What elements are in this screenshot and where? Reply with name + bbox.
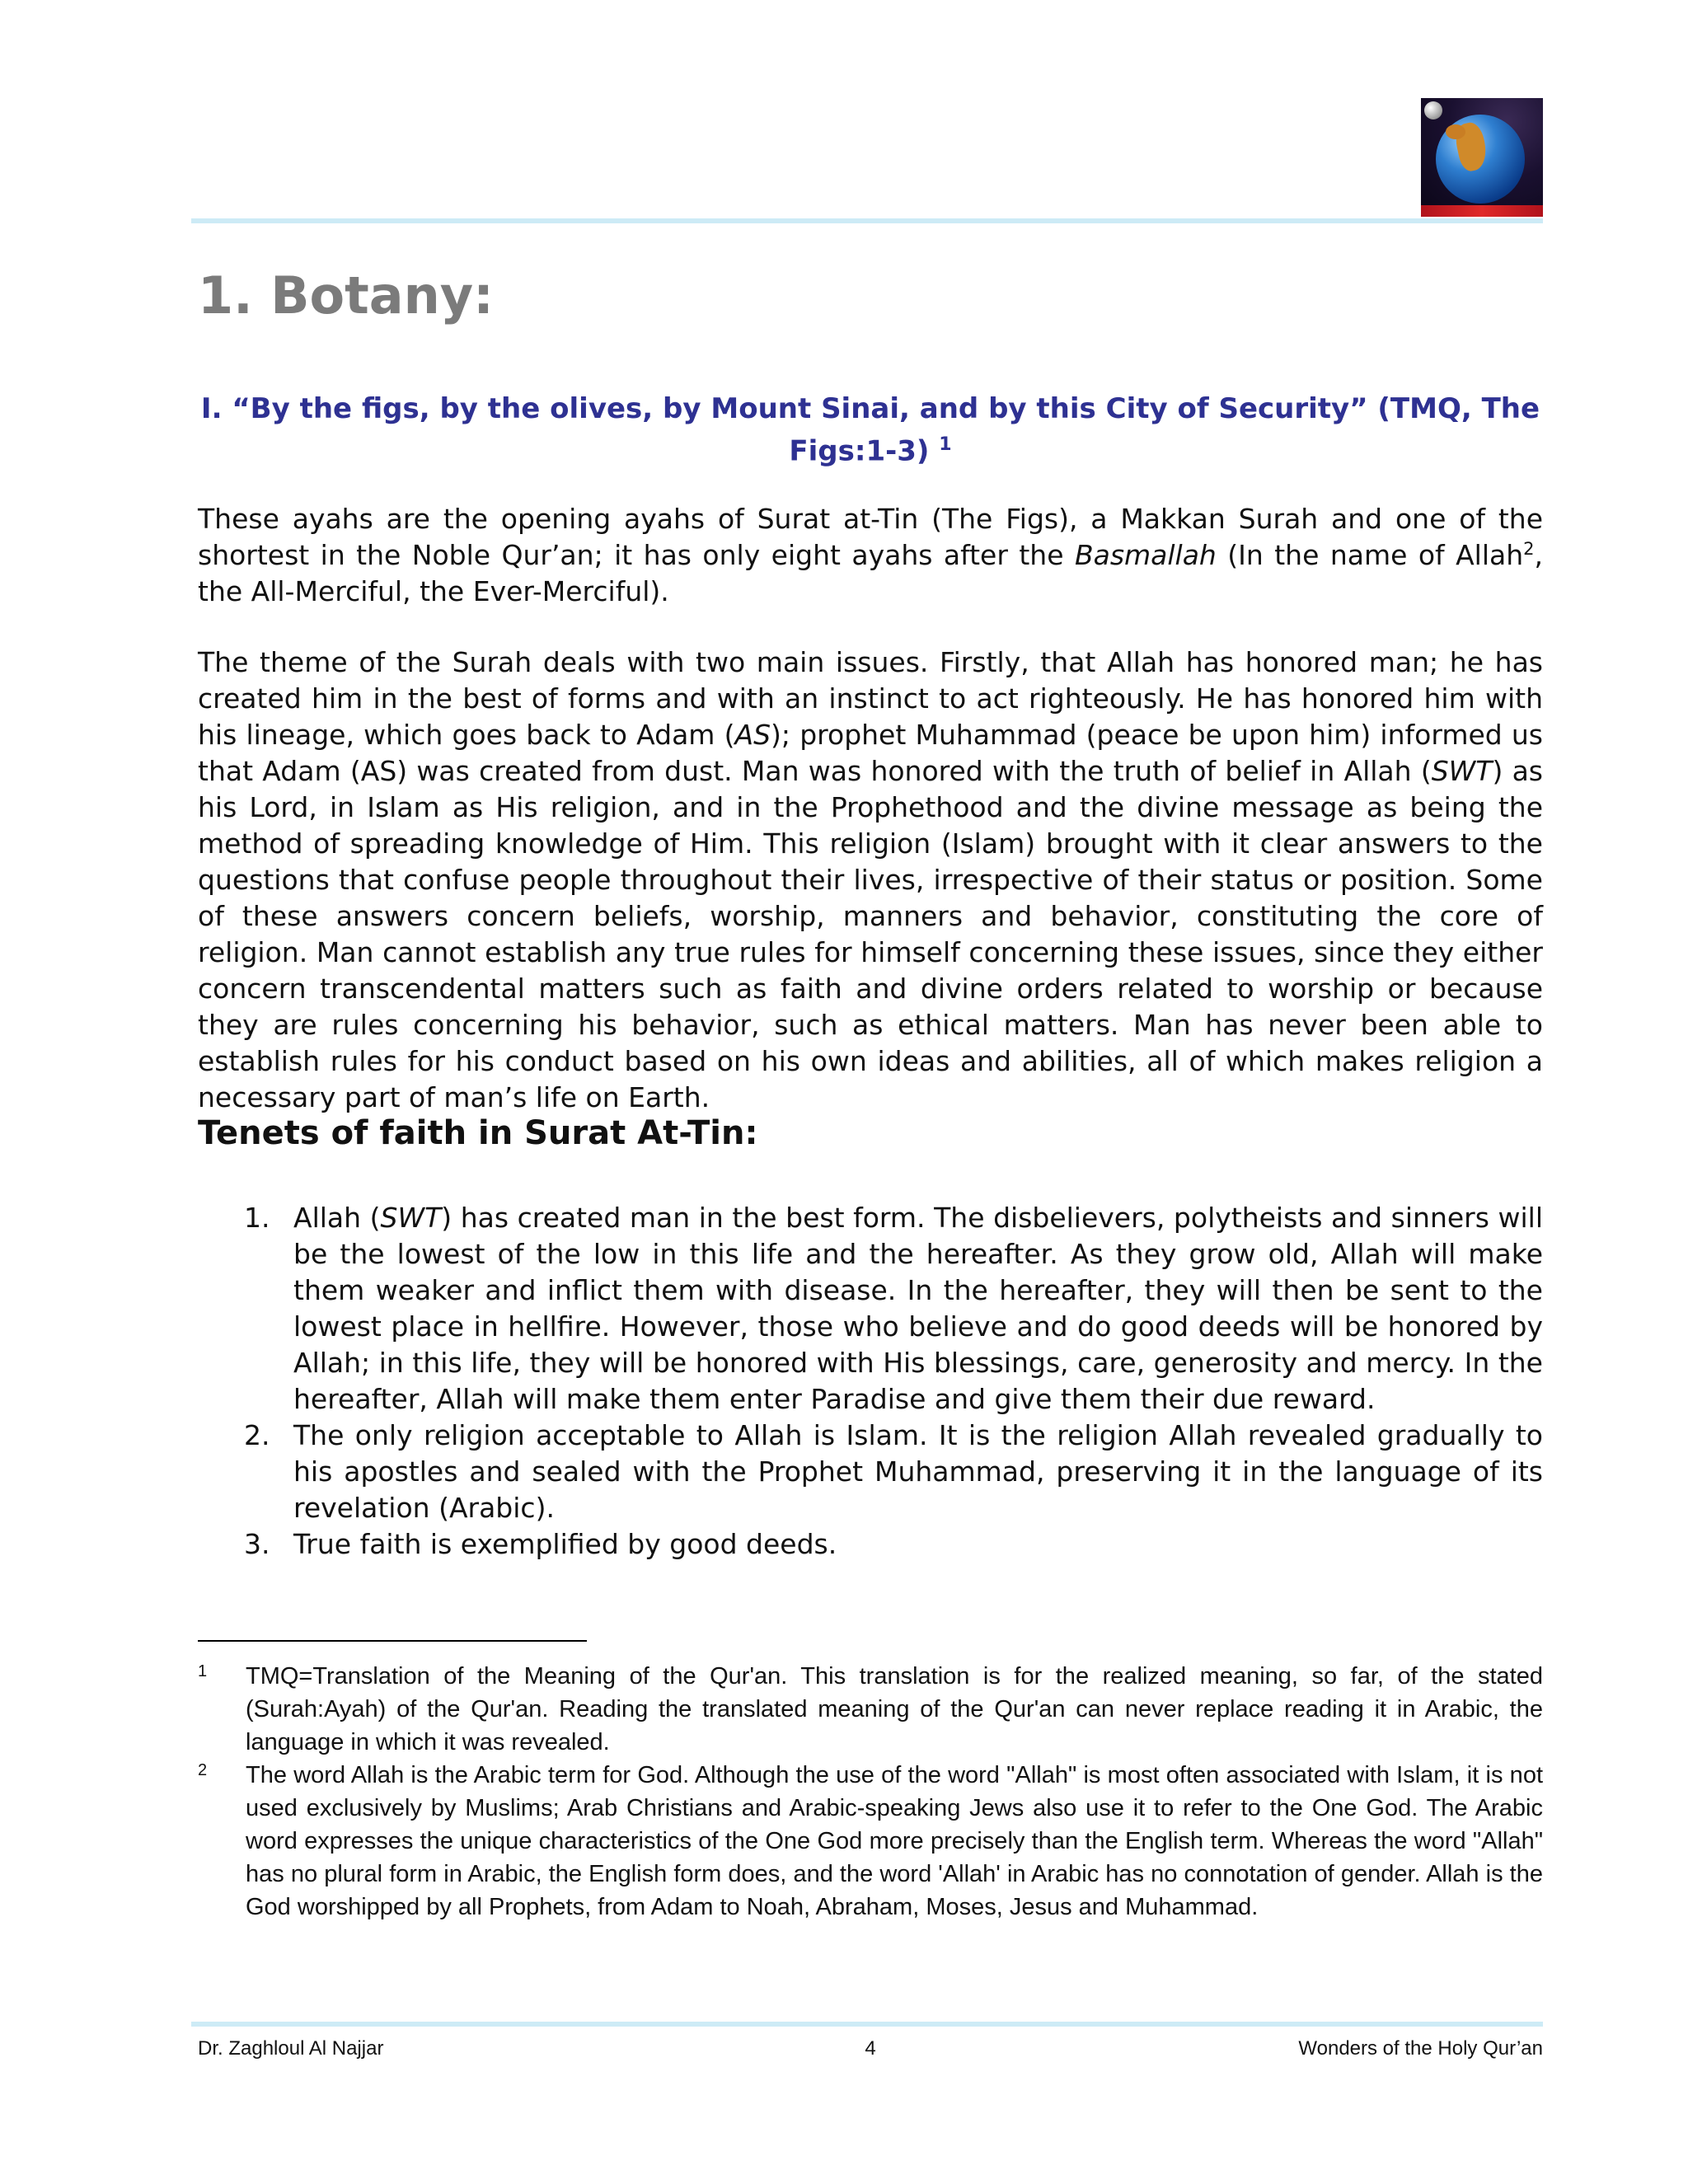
footnote-number: 1	[198, 1662, 208, 1680]
theme-text-3: ) as his Lord, in Islam as His religion, and in the Prophethood and the divine message as being the method of spreading knowledge of Him. This religion (Islam) brought with it clear answers to the questions that confuse people throughout their lives, irrespective of their status or position. Some of these answers concern beliefs, worship, manners and behavior, constituting the core of religion. Man cannot establish any true rules for himself concerning these issues, since they either concern transcendental matters such as faith and divine orders related to worship or because they are rules concerning his behavior, such as ethical matters. Man has never been able to establish rules for his conduct based on his own ideas and abilities, all of which makes religion a necessary part of man’s life on Earth.	[198, 755, 1543, 1113]
intro-text-2: (In the name of Allah	[1216, 539, 1524, 571]
page-title: 1. Botany:	[198, 265, 494, 326]
footnote-ref-1[interactable]: 1	[939, 434, 952, 455]
footnote-text: TMQ=Translation of the Meaning of the Qur'an. This translation is for the realized meaning, so far, of the stated (Surah:Ayah) of the Qur'an. Reading the translated meaning of the Qur'an can never replace reading it in Arabic, the language in which it was revealed.	[246, 1663, 1543, 1755]
list-item-number: 3.	[244, 1528, 270, 1560]
logo-red-band	[1421, 205, 1543, 217]
footnote-text: The word Allah is the Arabic term for God. Although the use of the word "Allah" is most often associated with Islam, it is not used exclusively by Muslims; Arab Christians and Arabic-speaking Jews also use it to refer to the One God. The Arabic word expresses the unique characteristics of the One God more precisely than the English term. Whereas the word "Allah" has no plural form in Arabic, the English form does, and the word 'Allah' in Arabic has no connotation of gender. Allah is the God worshipped by all Prophets, from Adam to Noah, Abraham, Moses, Jesus and Muhammad.	[246, 1762, 1543, 1920]
verse-text: I. “By the figs, by the olives, by Mount Sinai, and by this City of Security” (TMQ, The Figs:1-3)	[200, 392, 1540, 468]
verse-heading	[198, 391, 1543, 469]
theme-italic-2: SWT	[1431, 755, 1493, 787]
footnote-number: 2	[198, 1761, 208, 1779]
footer-book-title: Wonders of the Holy Qur’an	[1298, 2037, 1543, 2060]
page-number: 4	[865, 2037, 876, 2060]
tenets-list	[198, 1200, 1543, 1563]
footer-author: Dr. Zaghloul Al Najjar	[198, 2037, 384, 2060]
theme-paragraph	[198, 644, 1543, 1116]
list-item-text: Allah (	[293, 1202, 381, 1234]
intro-text-3: , the All-Merciful, the Ever-Merciful).	[198, 539, 1544, 607]
intro-text-1: These ayahs are the opening ayahs of Surat at-Tin (The Figs), a Makkan Surah and one of the shortest in the Noble Qur’an; it has only eight ayahs after the	[198, 503, 1543, 571]
list-item	[198, 1526, 1543, 1563]
list-item-text: ) has created man in the best form. The disbelievers, polytheists and sinners will be the lowest of the low in this life and the hereafter. As they grow old, Allah will make them weaker and inflict them with disease. In the hereafter, they will then be sent to the lowest place in hellfire. However, those who believe and do good deeds will be honored by Allah; in this life, they will be honored with His blessings, care, generosity and mercy. In the hereafter, Allah will make them enter Paradise and give them their due reward.	[293, 1202, 1543, 1415]
moon-icon	[1424, 101, 1442, 120]
footnote-separator	[198, 1640, 587, 1642]
footnotes-list	[198, 1660, 1543, 1924]
header-rule	[191, 218, 1543, 223]
theme-text-1: The theme of the Surah deals with two main issues. Firstly, that Allah has honored man; he has created him in the best of forms and with an instinct to act righteously. He has honored him with his lineage, which goes back to Adam (	[198, 646, 1543, 751]
intro-italic: Basmallah	[1074, 539, 1217, 571]
intro-paragraph	[198, 501, 1543, 610]
list-item-number: 1.	[244, 1202, 270, 1234]
europe-landmass-icon	[1446, 124, 1465, 139]
list-item	[198, 1200, 1543, 1418]
footnote-2	[198, 1759, 1543, 1924]
footnote-1	[198, 1660, 1543, 1759]
list-item	[198, 1418, 1543, 1526]
footnote-ref-2[interactable]: 2	[1523, 539, 1535, 559]
globe-logo-icon	[1421, 98, 1543, 217]
list-item-number: 2.	[244, 1419, 270, 1451]
page-footer	[198, 2027, 1543, 2060]
list-item-text: The only religion acceptable to Allah is Islam. It is the religion Allah revealed gradually to his apostles and sealed with the Prophet Muhammad, preserving it in the language of its revelation (Arabic).	[293, 1419, 1543, 1524]
list-item-italic: SWT	[380, 1202, 442, 1234]
theme-text-2: ); prophet Muhammad (peace be upon him) informed us that Adam (AS) was created from dust. Man was honored with the truth of belief in Allah (	[198, 719, 1543, 787]
footer-rule	[191, 2022, 1543, 2027]
list-item-text: True faith is exemplified by good deeds.	[293, 1528, 837, 1560]
theme-italic-1: AS	[734, 719, 771, 751]
tenets-heading: Tenets of faith in Surat At-Tin:	[198, 1114, 758, 1152]
